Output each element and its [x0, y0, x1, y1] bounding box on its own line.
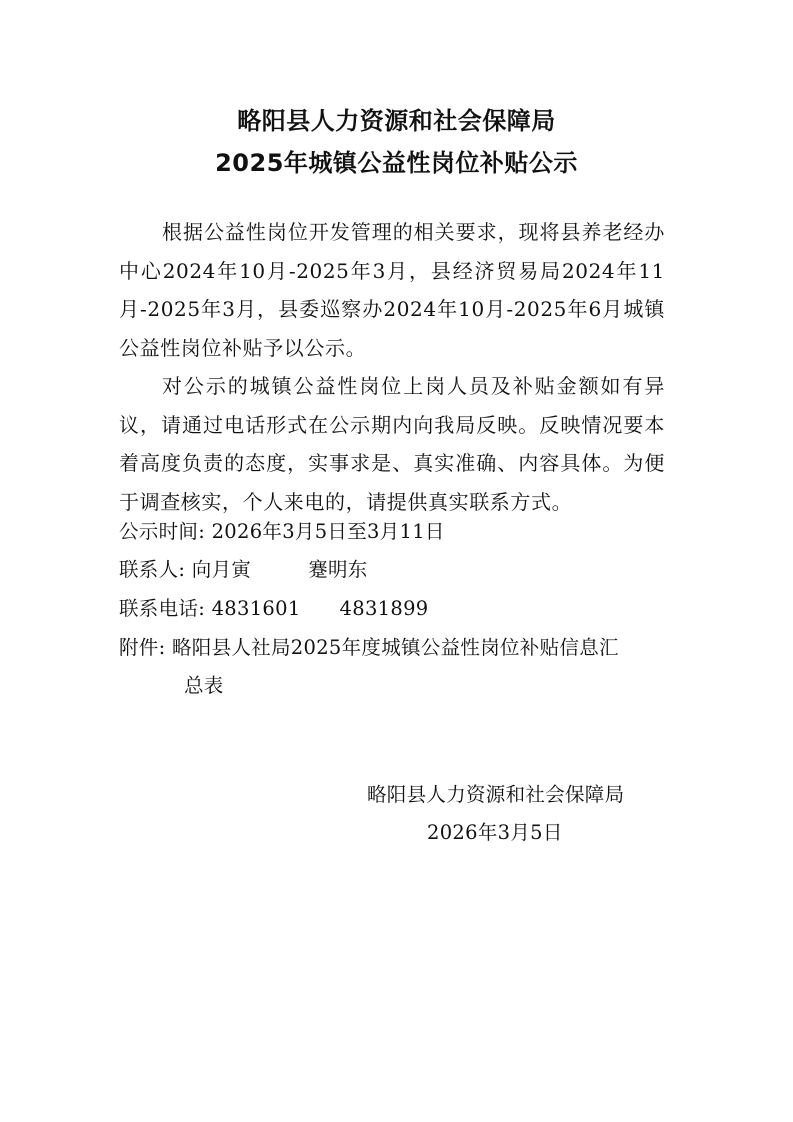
issue-date: 2026年3月5日 [427, 821, 563, 844]
publicity-period-value: 2026年3月5日至3月11日 [211, 520, 445, 543]
paragraph-1: 根据公益性岗位开发管理的相关要求，现将县养老经办中心2024年10月-2025年3月，县经济贸易局2024年11月-2025年3月，县委巡察办2024年10月-2025年6月城镇公益性岗位补贴予以公示。 [119, 220, 665, 360]
contact-persons [119, 554, 368, 582]
contact-label: 联系人: [119, 558, 186, 581]
contact-person-1: 向月寅 [191, 558, 252, 581]
contact-person-2: 蹇明东 [308, 558, 368, 581]
phone-label: 联系电话: [119, 597, 206, 620]
attachment [119, 632, 619, 660]
phone-number-2: 4831899 [339, 597, 429, 620]
attachment-title-line-1: 略阳县人社局2025年度城镇公益性岗位补贴信息汇 [171, 636, 619, 659]
publicity-period [119, 516, 445, 544]
attachment-title-line-2: 总表 [184, 674, 224, 697]
paragraph-2: 对公示的城镇公益性岗位上岗人员及补贴金额如有异议，请通过电话形式在公示期内向我局反映。反映情况要本着高度负责的态度，实事求是、真实准确、内容具体。为便于调查核实，个人来电的，请提供真实联系方式。 [119, 374, 665, 514]
title-line-2: 2025年城镇公益性岗位补贴公示 [215, 149, 578, 177]
phone-number-1: 4831601 [211, 597, 301, 620]
title-line-1: 略阳县人力资源和社会保障局 [237, 107, 556, 135]
attachment-label: 附件: [119, 636, 166, 659]
issuer-signature: 略阳县人力资源和社会保障局 [367, 783, 625, 806]
publicity-period-label: 公示时间: [119, 520, 206, 543]
contact-phones [119, 593, 428, 621]
